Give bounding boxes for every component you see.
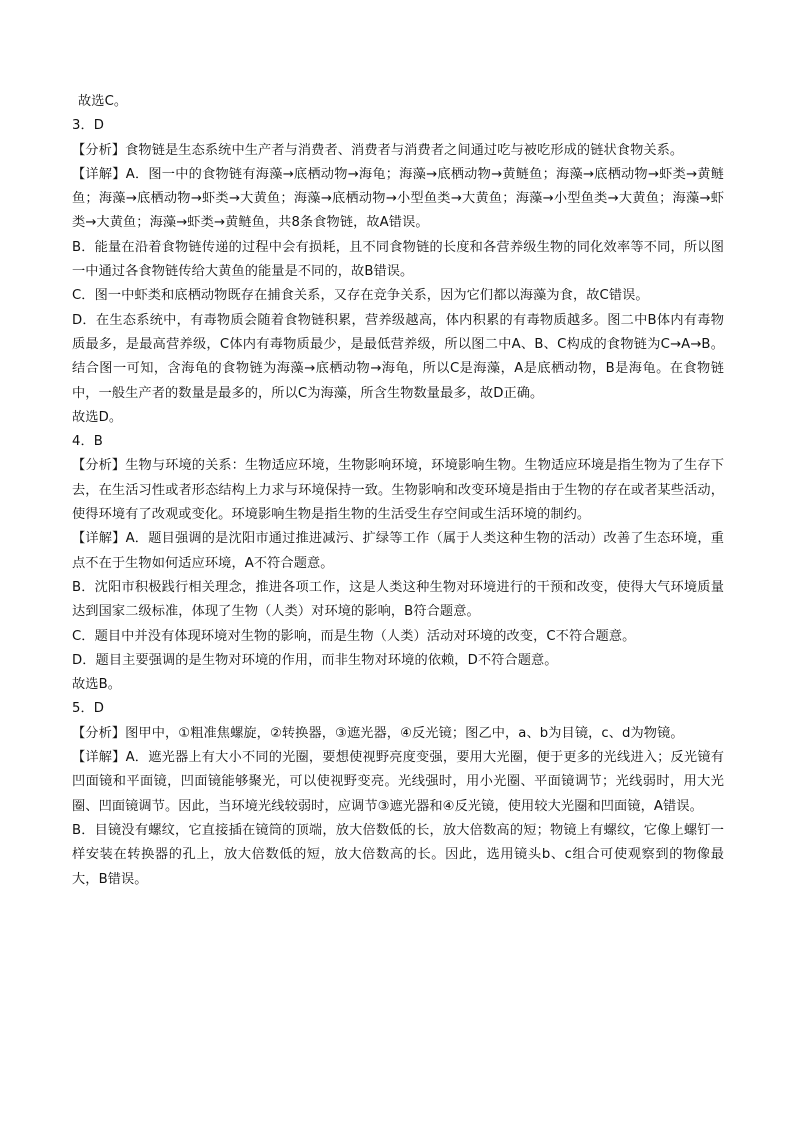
analysis-q5: 【分析】图甲中，①粗准焦螺旋，②转换器，③遮光器，④反光镜；图乙中，a、b为目镜，c、d为物镜。	[72, 725, 684, 741]
detail-q4-a: 【详解】A．题目强调的是沈阳市通过推进减污、扩绿等工作（属于人类这种生物的活动）改善了生态环境，重点不在于生物如何适应环境，A不符合题意。	[72, 531, 724, 571]
question-number-5: 5．D	[72, 701, 105, 717]
answer-conclusion-q3: 故选D。	[72, 409, 123, 425]
analysis-q3: 【分析】食物链是生态系统中生产者与消费者、消费者与消费者之间通过吃与被吃形成的链状食物关系。	[72, 142, 684, 158]
answer-conclusion-q4: 故选B。	[72, 677, 122, 693]
question-number-4: 4．B	[72, 434, 103, 450]
detail-q5-a: 【详解】A．遮光器上有大小不同的光圈，要想使视野亮度变强，要用大光圈，便于更多的光线进入；反光镜有凹面镜和平面镜，凹面镜能够聚光，可以使视野变亮。光线强时，用小光圈、平面镜调节；光线弱时，用大光圈、凹面镜调节。因此，当环境光线较弱时，应调节③遮光器和④反光镜，使用较大光圈和凹面镜，A错误。	[72, 750, 724, 814]
analysis-q4: 【分析】生物与环境的关系：生物适应环境，生物影响环境，环境影响生物。生物适应环境是指生物为了生存下去，在生活习性或者形态结构上力求与环境保持一致。生物影响和改变环境是指由于生物的存在或者某些活动，使得环境有了改观或变化。环境影响生物是指生物的生活受生存空间或生活环境的制约。	[72, 458, 724, 523]
detail-q5-b: B．目镜没有螺纹，它直接插在镜筒的顶端，放大倍数低的长，放大倍数高的短；物镜上有螺纹，它像上螺钉一样安装在转换器的孔上，放大倍数低的短，放大倍数高的长。因此，选用镜头b、c组合可使观察到的物像最大，B错误。	[72, 822, 724, 887]
detail-q3-c: C．图一中虾类和底栖动物既存在捕食关系，又存在竞争关系，因为它们都以海藻为食，故C错误。	[72, 288, 649, 304]
detail-q3-d: D．在生态系统中，有毒物质会随着食物链积累，营养级越高，体内积累的有毒物质越多。图二中B体内有毒物质最多，是最高营养级，C体内有毒物质最少，是最低营养级，所以图二中A、B、C构成的食物链为C→A→B。结合图一可知，含海龟的食物链为海藻→底栖动物→海龟，所以C是海藻，A是底栖动物，B是海龟。在食物链中，一般生产者的数量是最多的，所以C为海藻，所含生物数量最多，故D正确。	[72, 312, 724, 401]
detail-q3-b: B．能量在沿着食物链传递的过程中会有损耗，且不同食物链的长度和各营养级生物的同化效率等不同，所以图一中通过各食物链传给大黄鱼的能量是不同的，故B错误。	[72, 239, 724, 280]
question-number-3: 3．D	[72, 118, 105, 134]
detail-q4-c: C．题目中并没有体现环境对生物的影响，而是生物（人类）活动对环境的改变，C不符合题意。	[72, 628, 636, 644]
answer-conclusion-q2: 故选C。	[78, 94, 128, 109]
detail-q3-a: 【详解】A．图一中的食物链有海藻→底栖动物→海龟；海藻→底栖动物→黄鲢鱼；海藻→底栖动物→虾类→黄鲢鱼；海藻→底栖动物→虾类→大黄鱼；海藻→底栖动物→小型鱼类→大黄鱼；海藻→小型鱼类→大黄鱼；海藻→虾类→大黄鱼；海藻→虾类→黄鲢鱼，共8条食物链，故A错误。	[72, 166, 724, 231]
answer-text-body	[72, 90, 724, 892]
detail-q4-d: D．题目主要强调的是生物对环境的作用，而非生物对环境的依赖，D不符合题意。	[72, 652, 558, 668]
detail-q4-b: B．沈阳市积极践行相关理念，推进各项工作，这是人类这种生物对环境进行的干预和改变，使得大气环境质量达到国家二级标准，体现了生物（人类）对环境的影响，B符合题意。	[72, 579, 724, 620]
